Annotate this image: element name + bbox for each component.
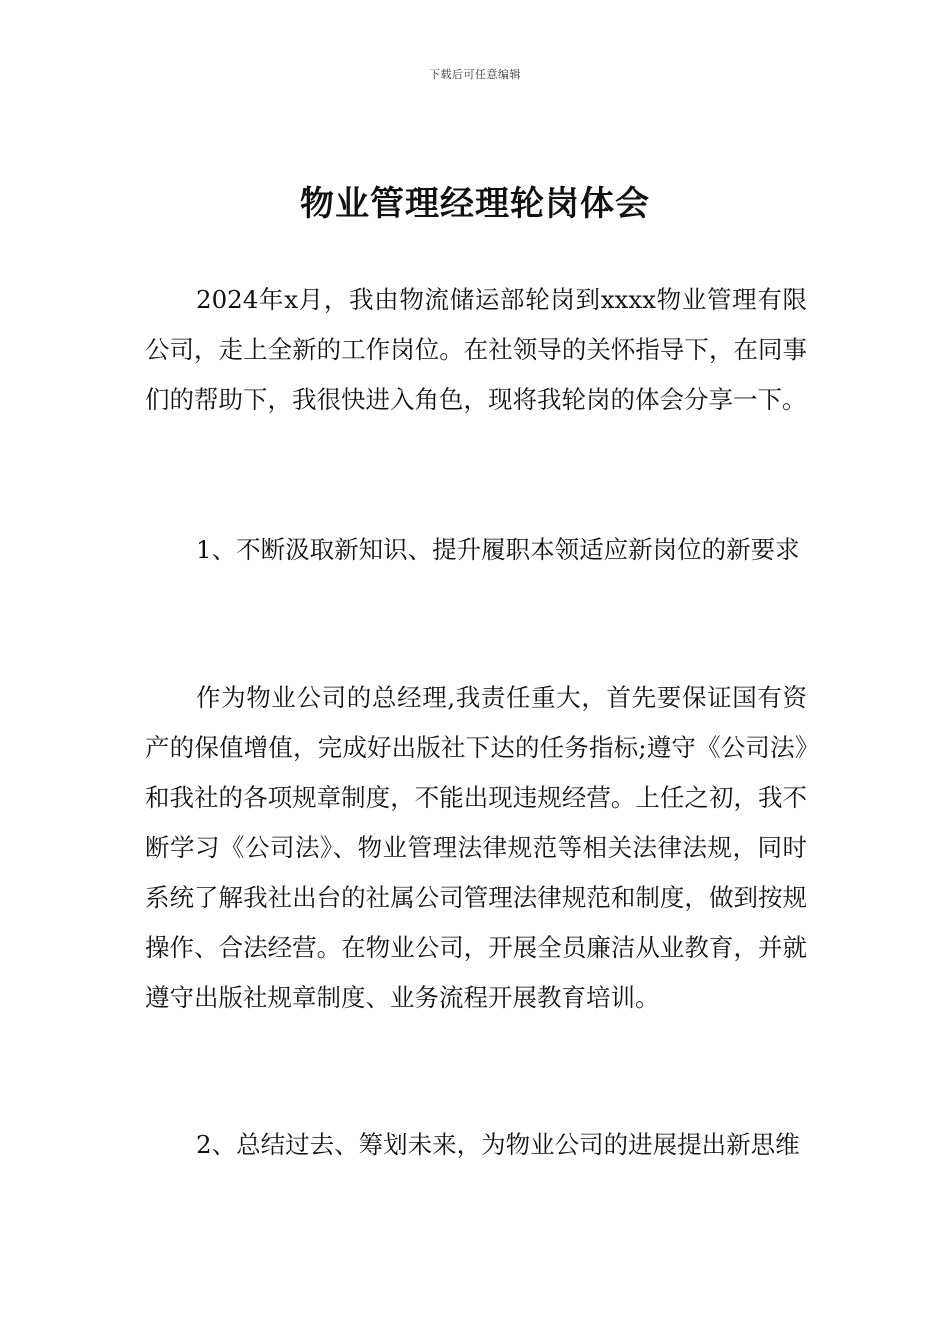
section-2-heading: 2、总结过去、筹划未来，为物业公司的进展提出新思维 — [196, 1130, 800, 1159]
section-1-heading: 1、不断汲取新知识、提升履职本领适应新岗位的新要求 — [196, 535, 800, 564]
intro-paragraph: 2024年x月，我由物流储运部轮岗到xxxx物业管理有限公司，走上全新的工作岗位。在社领导的关怀指导下，在同事们的帮助下，我很快进入角色，现将我轮岗的体会分享一下。 — [145, 285, 807, 414]
document-title: 物业管理经理轮岗体会 — [300, 184, 650, 224]
section-1-paragraph: 作为物业公司的总经理,我责任重大，首先要保证国有资产的保值增值，完成好出版社下达的任务指标;遵守《公司法》和我社的各项规章制度，不能出现违规经营。上任之初，我不断学习《公司法》、物业管理法律规范等相关法律法规，同时系统了解我社出台的社属公司管理法律规范和制度，做到按规操作、合法经营。在物业公司，开展全员廉洁从业教育，并就遵守出版社规章制度、业务流程开展教育培训。 — [145, 683, 807, 1012]
header-note: 下载后可任意编辑 — [429, 68, 521, 81]
